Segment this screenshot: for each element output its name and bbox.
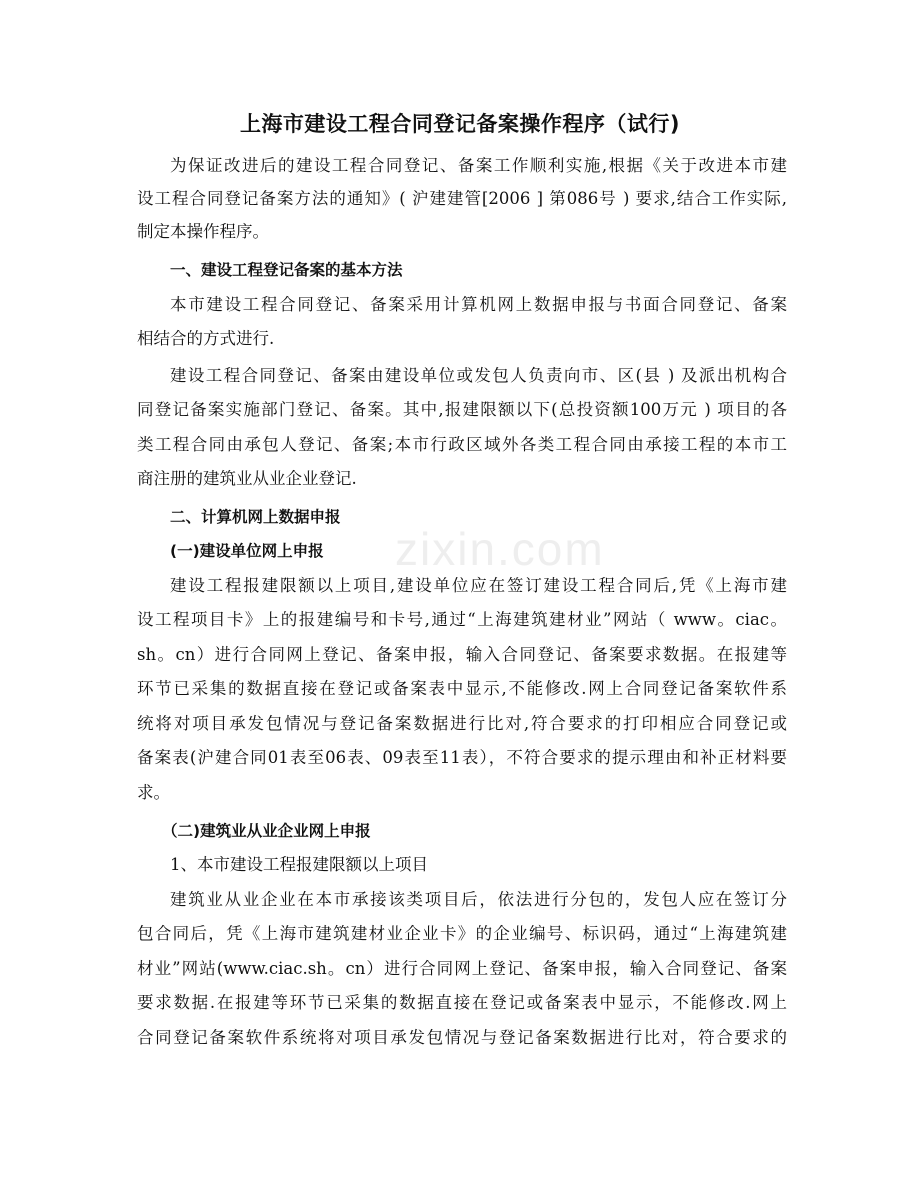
paragraph-line: 本市建设工程合同登记、备案采用计算机网上数据申报与书面合同登记、备案: [170, 295, 787, 314]
document-title: 上海市建设工程合同登记备案操作程序（试行): [239, 112, 681, 136]
paragraph-line: 要求数据.在报建等环节已采集的数据直接在登记或备案表中显示，不能修改.网上: [137, 993, 787, 1012]
section-heading: 二、计算机网上数据申报: [170, 508, 341, 526]
paragraph-line: 建设工程报建限额以上项目,建设单位应在签订建设工程合同后,凭《上海市建: [170, 576, 787, 595]
paragraph-line: 制定本操作程序。: [137, 222, 269, 241]
paragraph-line: 类工程合同由承包人登记、备案;本市行政区域外各类工程合同由承接工程的本市工: [137, 435, 787, 454]
section-heading: 一、建设工程登记备案的基本方法: [170, 261, 403, 279]
paragraph-line: 材业”网站(www.ciac.sh。cn）进行合同网上登记、备案申报，输入合同登记、备案: [137, 959, 787, 978]
paragraph-line: 设工程项目卡》上的报建编号和卡号,通过“上海建筑建材业”网站（ www。ciac。: [137, 610, 787, 629]
watermark: zixin.com: [395, 523, 605, 575]
paragraph-line: 备案表(沪建合同01表至06表、09表至11表），不符合要求的提示理由和补正材料要: [137, 748, 787, 767]
paragraph-line: sh。cn）进行合同网上登记、备案申报，输入合同登记、备案要求数据。在报建等: [137, 645, 787, 664]
paragraph-line: 建筑业从业企业在本市承接该类项目后，依法进行分包的，发包人应在签订分: [170, 890, 787, 909]
paragraph-line: 求。: [137, 783, 170, 802]
subsection-heading: (一)建设单位网上申报: [170, 542, 324, 560]
paragraph-line: 为保证改进后的建设工程合同登记、备案工作顺利实施,根据《关于改进本市建: [170, 156, 787, 175]
paragraph-line: 设工程合同登记备案方法的通知》( 沪建建管[2006 ] 第086号 ) 要求,结合工作实际,: [137, 189, 787, 208]
paragraph-line: 合同登记备案软件系统将对项目承发包情况与登记备案数据进行比对，符合要求的: [137, 1028, 787, 1047]
subsection-heading: （二)建筑业从业企业网上申报: [162, 822, 371, 840]
paragraph-line: 相结合的方式进行.: [137, 329, 275, 348]
paragraph-line: 建设工程合同登记、备案由建设单位或发包人负责向市、区(县 ) 及派出机构合: [170, 366, 787, 385]
paragraph-line: 同登记备案实施部门登记、备案。其中,报建限额以下(总投资额100万元 ) 项目的各: [137, 400, 787, 419]
item-heading: 1、本市建设工程报建限额以上项目: [170, 855, 428, 874]
paragraph-line: 商注册的建筑业从业企业登记.: [137, 469, 357, 488]
paragraph-line: 统将对项目承发包情况与登记备案数据进行比对,符合要求的打印相应合同登记或: [137, 714, 787, 733]
paragraph-line: 包合同后，凭《上海市建筑建材业企业卡》的企业编号、标识码，通过“上海建筑建: [137, 924, 787, 943]
paragraph-line: 环节已采集的数据直接在登记或备案表中显示,不能修改.网上合同登记备案软件系: [137, 679, 787, 698]
